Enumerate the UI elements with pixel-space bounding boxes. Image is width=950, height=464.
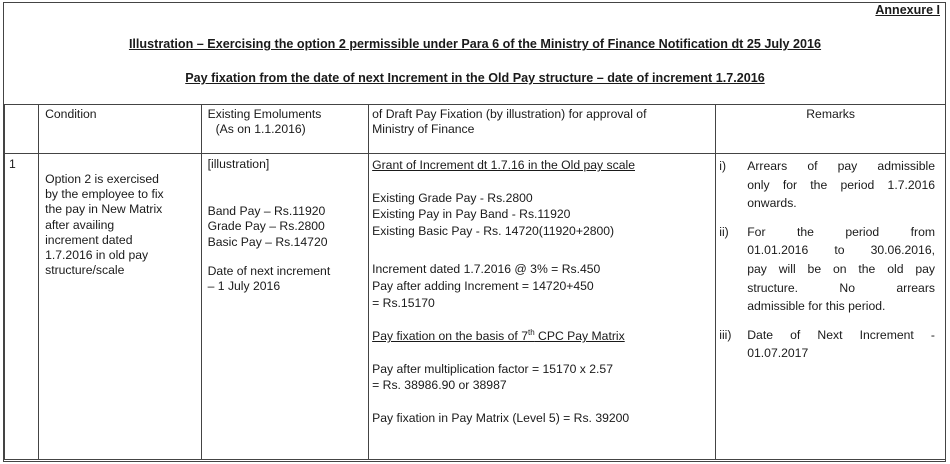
header-remarks: Remarks xyxy=(716,105,946,154)
row-remarks xyxy=(716,154,946,460)
remark-item: ii) For the period from 01.01.2016 to 30.06.2016, pay will be on the old pay structure. No arrears admissible for this period. xyxy=(719,224,935,314)
header-condition: Condition xyxy=(39,105,202,154)
remark-item: iii) Date of Next Increment - 01.07.2017 xyxy=(719,327,935,361)
pay-fixation-table xyxy=(4,104,946,460)
table-header-row xyxy=(5,105,946,154)
row-existing-emoluments: [illustration] Band Pay – Rs.11920 Grade Pay – Rs.2800 Basic Pay – Rs.14720 Date of next increment – 1 July 2016 xyxy=(201,154,369,460)
pay-matrix-heading: Pay fixation on the basis of 7th CPC Pay Matrix xyxy=(372,328,625,344)
row-condition: Option 2 is exercised by the employee to fix the pay in New Matrix after availing increment dated 1.7.2016 in old pay structure/scale xyxy=(39,154,202,460)
row-sno: 1 xyxy=(5,154,39,460)
document-title: Illustration – Exercising the option 2 permissible under Para 6 of the Ministry of Finance Notification dt 25 July 2016 xyxy=(128,37,822,51)
header-sno xyxy=(5,105,39,154)
increment-heading: Grant of Increment dt 1.7.16 in the Old pay scale xyxy=(372,158,635,172)
remark-item: i) Arrears of pay admissible only for the period 1.7.2016 onwards. xyxy=(719,159,935,211)
row-draft-pay-fixation: Grant of Increment dt 1.7.16 in the Old pay scale Existing Grade Pay - Rs.2800 Existing Pay in Pay Band - Rs.11920 Existing Basic Pay - Rs. 14720(11920+2800) Increment dated 1.7.2016 @ 3% = Rs.450 Pay after adding Increment = 14720+450 = Rs.15170 Pay fixation on the basis of 7th CPC Pay Matrix Pay after multiplication factor = 15170 x 2.57 = Rs. 38986.90 or 38987 Pay fixation in Pay Matrix (Level 5) = Rs. 39200 xyxy=(369,154,716,460)
annexure-label: Annexure I xyxy=(875,3,940,17)
header-draft-pay-fixation: of Draft Pay Fixation (by illustration) for approval of Ministry of Finance xyxy=(369,105,716,154)
document-subtitle: Pay fixation from the date of next Increment in the Old Pay structure – date of increment 1.7.2016 xyxy=(185,71,765,85)
header-existing-emoluments: Existing Emoluments (As on 1.1.2016) xyxy=(201,105,369,154)
table-row xyxy=(5,154,946,460)
